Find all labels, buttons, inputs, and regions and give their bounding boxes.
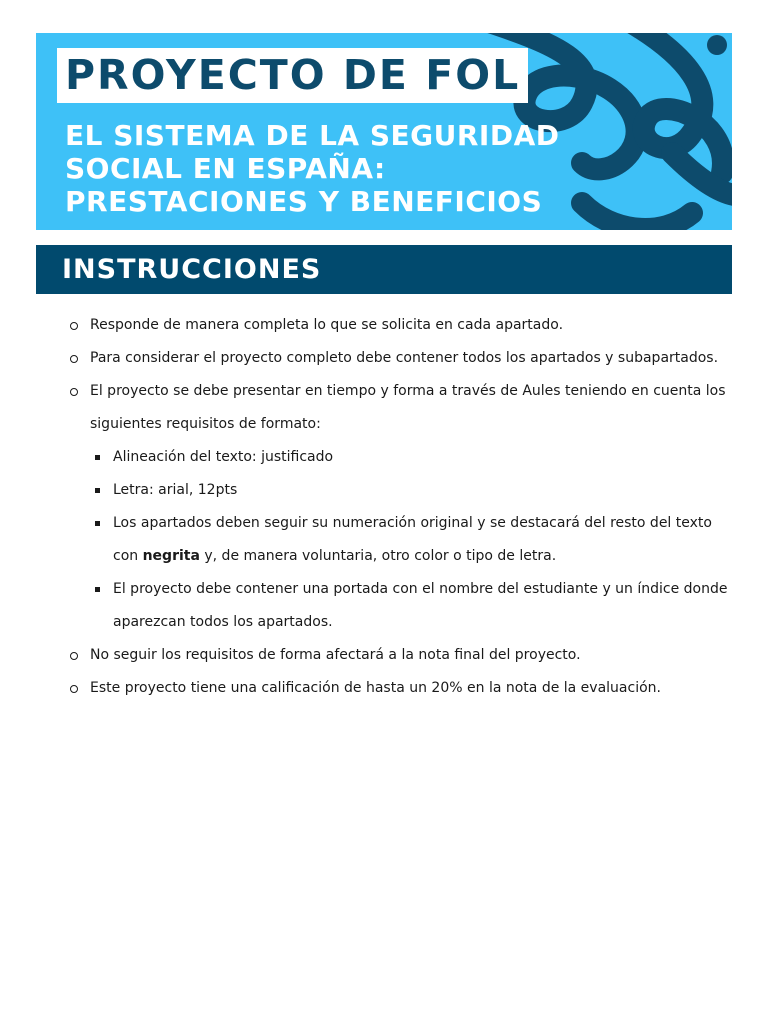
list-item-text: No seguir los requisitos de forma afectará a la nota final del proyecto. xyxy=(90,647,581,663)
list-item xyxy=(66,375,736,639)
list-item-text: Para considerar el proyecto completo debe contener todos los apartados y subapartados. xyxy=(90,350,719,366)
bold-keyword: negrita xyxy=(142,548,200,564)
instructions-list xyxy=(66,309,736,705)
list-item xyxy=(66,639,736,672)
sub-list-item-text: Alineación del texto: justificado xyxy=(113,449,334,465)
section-title: INSTRUCCIONES xyxy=(62,254,322,285)
subtitle-line: PRESTACIONES Y BENEFICIOS xyxy=(65,185,543,218)
format-requirements-list xyxy=(90,441,736,639)
subtitle-line: SOCIAL EN ESPAÑA: xyxy=(65,152,386,185)
document-title: PROYECTO DE FOL xyxy=(65,51,521,99)
sub-list-item xyxy=(90,507,736,573)
sub-list-item-text: Letra: arial, 12pts xyxy=(113,482,238,498)
subtitle-line: EL SISTEMA DE LA SEGURIDAD xyxy=(65,119,560,152)
list-item xyxy=(66,672,736,705)
sub-list-item xyxy=(90,573,736,639)
list-item xyxy=(66,309,736,342)
list-item-text: Responde de manera completa lo que se solicita en cada apartado. xyxy=(90,317,564,333)
sub-list-item xyxy=(90,441,736,474)
section-header-bar xyxy=(36,245,732,294)
list-item-text: El proyecto se debe presentar en tiempo y forma a través de Aules teniendo en cuenta los siguientes requisitos de formato: xyxy=(90,383,726,432)
instructions-content xyxy=(66,309,736,705)
title-box xyxy=(57,48,528,103)
sub-list-item xyxy=(90,474,736,507)
document-subtitle xyxy=(65,119,705,218)
sub-list-item-text-before: Los apartados deben seguir su numeración original y se destacará del resto del texto con xyxy=(113,515,712,564)
sub-list-item-text: El proyecto debe contener una portada con el nombre del estudiante y un índice donde aparezcan todos los apartados. xyxy=(113,581,728,630)
list-item-text: Este proyecto tiene una calificación de hasta un 20% en la nota de la evaluación. xyxy=(90,680,661,696)
header-banner xyxy=(36,33,732,230)
sub-list-item-text-after: y, de manera voluntaria, otro color o tipo de letra. xyxy=(199,548,557,564)
list-item xyxy=(66,342,736,375)
